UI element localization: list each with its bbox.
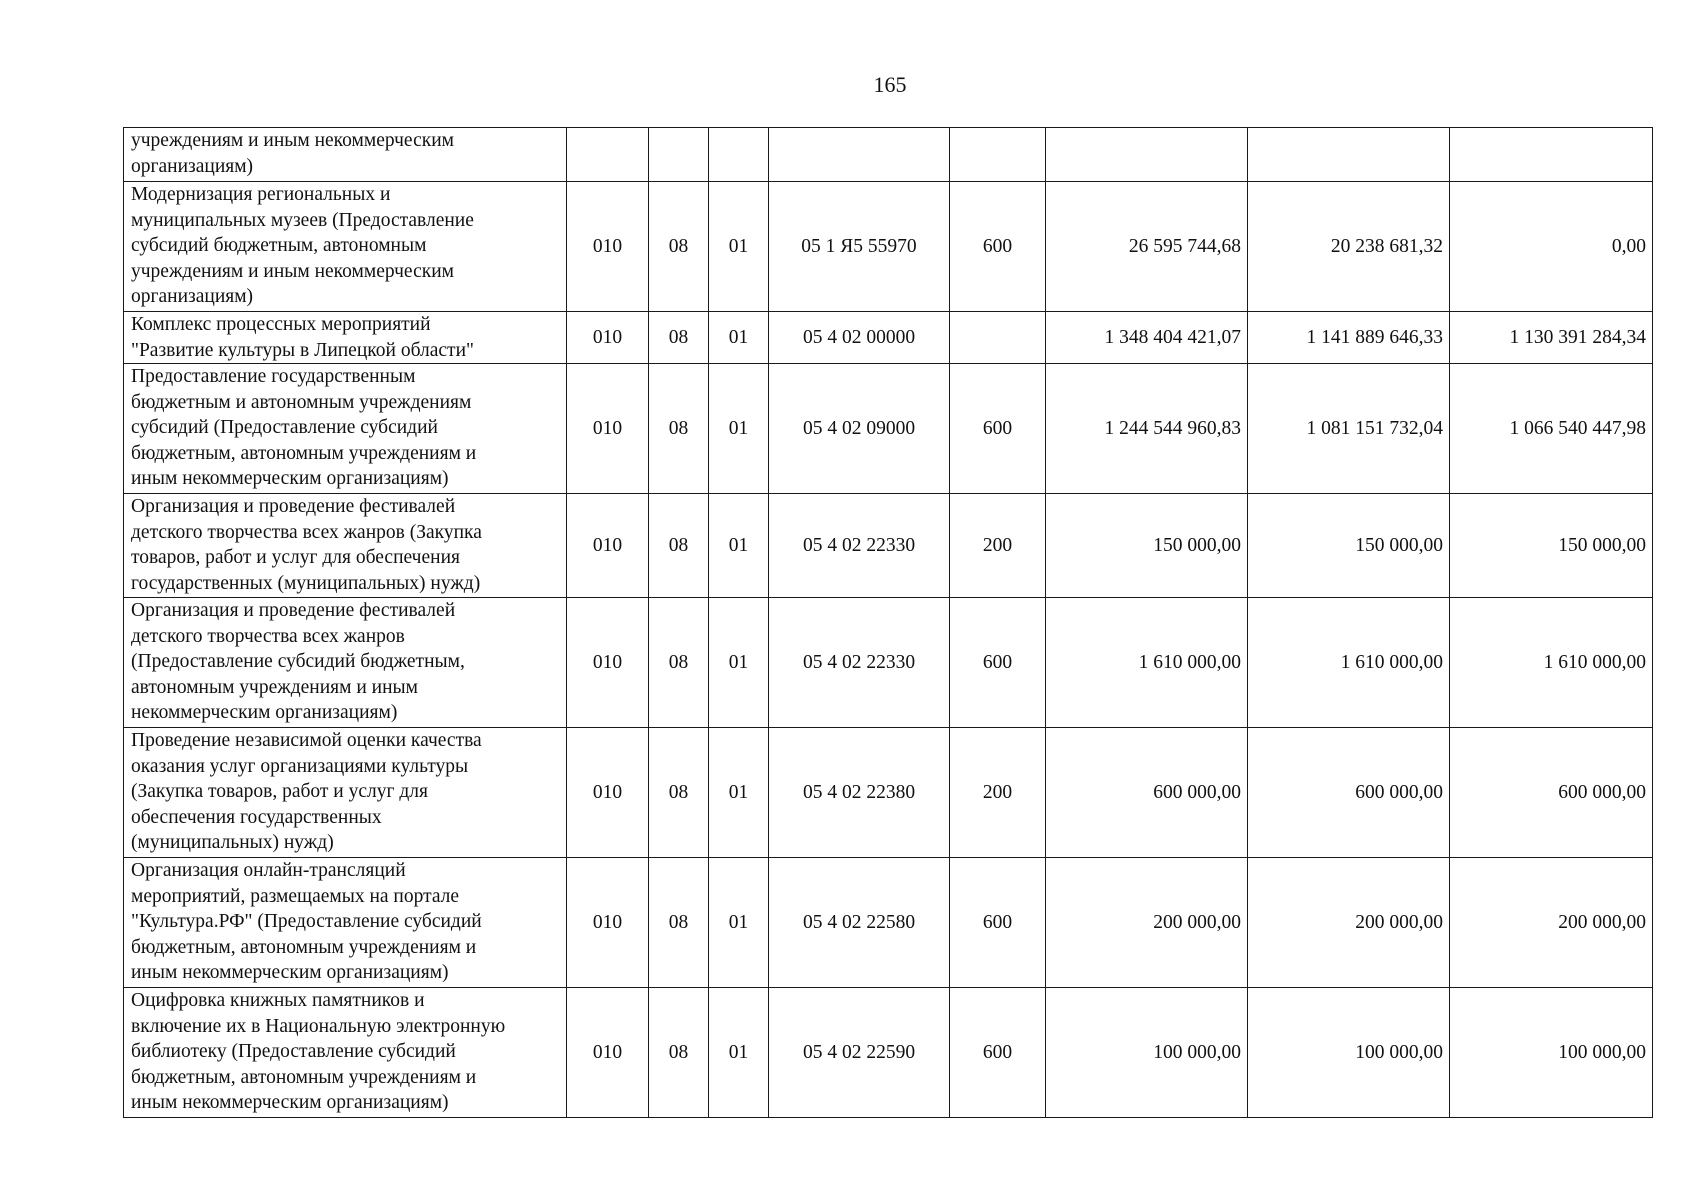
amount-year-3-cell: 100 000,00 — [1450, 988, 1653, 1118]
expense-name-cell: Комплекс процессных мероприятий "Развитие культуры в Липецкой области" — [124, 312, 567, 364]
table-row — [124, 364, 1653, 494]
amount-year-1-cell: 200 000,00 — [1046, 858, 1248, 988]
expense-type-cell: 600 — [950, 364, 1046, 494]
ministry-code-cell: 010 — [567, 728, 649, 858]
amount-year-2-cell: 1 610 000,00 — [1248, 598, 1450, 728]
amount-year-1-cell: 1 244 544 960,83 — [1046, 364, 1248, 494]
section-code-cell: 08 — [649, 598, 709, 728]
target-article-cell: 05 4 02 22330 — [769, 598, 950, 728]
table-row — [124, 598, 1653, 728]
expense-name-cell: учреждениям и иным некоммерческим организациям) — [124, 128, 567, 182]
subsection-code-cell: 01 — [709, 364, 769, 494]
expense-type-cell: 600 — [950, 598, 1046, 728]
ministry-code-cell: 010 — [567, 858, 649, 988]
expense-type-cell: 600 — [950, 858, 1046, 988]
amount-year-3-cell: 1 130 391 284,34 — [1450, 312, 1653, 364]
section-code-cell: 08 — [649, 312, 709, 364]
table-row — [124, 988, 1653, 1118]
amount-year-1-cell: 150 000,00 — [1046, 494, 1248, 598]
expense-name-cell: Модернизация региональных и муниципальных музеев (Предоставление субсидий бюджетным, автономным учреждениям и иным некоммерческим организациям) — [124, 182, 567, 312]
amount-year-3-cell: 1 610 000,00 — [1450, 598, 1653, 728]
amount-year-1-cell: 26 595 744,68 — [1046, 182, 1248, 312]
subsection-code-cell: 01 — [709, 988, 769, 1118]
target-article-cell: 05 1 Я5 55970 — [769, 182, 950, 312]
table-row — [124, 182, 1653, 312]
amount-year-2-cell: 1 081 151 732,04 — [1248, 364, 1450, 494]
target-article-cell: 05 4 02 09000 — [769, 364, 950, 494]
target-article-cell: 05 4 02 00000 — [769, 312, 950, 364]
subsection-code-cell: 01 — [709, 182, 769, 312]
target-article-cell: 05 4 02 22380 — [769, 728, 950, 858]
section-code-cell: 08 — [649, 182, 709, 312]
subsection-code-cell: 01 — [709, 494, 769, 598]
section-code-cell: 08 — [649, 364, 709, 494]
table-row — [124, 312, 1653, 364]
target-article-cell: 05 4 02 22330 — [769, 494, 950, 598]
expense-type-cell: 600 — [950, 182, 1046, 312]
amount-year-1-cell — [1046, 128, 1248, 182]
amount-year-1-cell: 1 610 000,00 — [1046, 598, 1248, 728]
ministry-code-cell: 010 — [567, 598, 649, 728]
amount-year-3-cell: 600 000,00 — [1450, 728, 1653, 858]
expense-type-cell — [950, 312, 1046, 364]
expense-name-cell: Организация и проведение фестивалей детского творчества всех жанров (Закупка товаров, работ и услуг для обеспечения государственных (муниципальных) нужд) — [124, 494, 567, 598]
amount-year-2-cell: 1 141 889 646,33 — [1248, 312, 1450, 364]
amount-year-3-cell: 200 000,00 — [1450, 858, 1653, 988]
ministry-code-cell: 010 — [567, 494, 649, 598]
ministry-code-cell: 010 — [567, 312, 649, 364]
section-code-cell: 08 — [649, 858, 709, 988]
expense-type-cell: 200 — [950, 494, 1046, 598]
amount-year-2-cell: 200 000,00 — [1248, 858, 1450, 988]
amount-year-3-cell: 0,00 — [1450, 182, 1653, 312]
subsection-code-cell: 01 — [709, 858, 769, 988]
target-article-cell: 05 4 02 22580 — [769, 858, 950, 988]
subsection-code-cell: 01 — [709, 598, 769, 728]
section-code-cell: 08 — [649, 494, 709, 598]
amount-year-2-cell: 600 000,00 — [1248, 728, 1450, 858]
amount-year-2-cell — [1248, 128, 1450, 182]
expense-type-cell: 600 — [950, 988, 1046, 1118]
ministry-code-cell — [567, 128, 649, 182]
subsection-code-cell: 01 — [709, 728, 769, 858]
expense-name-cell: Организация онлайн-трансляций мероприятий, размещаемых на портале "Культура.РФ" (Предоставление субсидий бюджетным, автономным учреждениям и иным некоммерческим организациям) — [124, 858, 567, 988]
ministry-code-cell: 010 — [567, 182, 649, 312]
amount-year-1-cell: 1 348 404 421,07 — [1046, 312, 1248, 364]
subsection-code-cell — [709, 128, 769, 182]
section-code-cell — [649, 128, 709, 182]
amount-year-1-cell: 100 000,00 — [1046, 988, 1248, 1118]
amount-year-3-cell: 150 000,00 — [1450, 494, 1653, 598]
table-row — [124, 128, 1653, 182]
amount-year-3-cell — [1450, 128, 1653, 182]
expense-name-cell: Проведение независимой оценки качества оказания услуг организациями культуры (Закупка товаров, работ и услуг для обеспечения государственных (муниципальных) нужд) — [124, 728, 567, 858]
section-code-cell: 08 — [649, 988, 709, 1118]
amount-year-2-cell: 150 000,00 — [1248, 494, 1450, 598]
target-article-cell — [769, 128, 950, 182]
amount-year-3-cell: 1 066 540 447,98 — [1450, 364, 1653, 494]
expense-type-cell: 200 — [950, 728, 1046, 858]
page-number: 165 — [873, 72, 907, 97]
amount-year-2-cell: 100 000,00 — [1248, 988, 1450, 1118]
subsection-code-cell: 01 — [709, 312, 769, 364]
budget-table — [123, 127, 1653, 1118]
table-row — [124, 728, 1653, 858]
amount-year-1-cell: 600 000,00 — [1046, 728, 1248, 858]
ministry-code-cell: 010 — [567, 364, 649, 494]
expense-name-cell: Предоставление государственным бюджетным и автономным учреждениям субсидий (Предоставление субсидий бюджетным, автономным учреждениям и иным некоммерческим организациям) — [124, 364, 567, 494]
table-row — [124, 494, 1653, 598]
section-code-cell: 08 — [649, 728, 709, 858]
ministry-code-cell: 010 — [567, 988, 649, 1118]
expense-type-cell — [950, 128, 1046, 182]
amount-year-2-cell: 20 238 681,32 — [1248, 182, 1450, 312]
expense-name-cell: Оцифровка книжных памятников и включение их в Национальную электронную библиотеку (Предоставление субсидий бюджетным, автономным учреждениям и иным некоммерческим организациям) — [124, 988, 567, 1118]
expense-name-cell: Организация и проведение фестивалей детского творчества всех жанров (Предоставление субсидий бюджетным, автономным учреждениям и иным некоммерческим организациям) — [124, 598, 567, 728]
table-row — [124, 858, 1653, 988]
target-article-cell: 05 4 02 22590 — [769, 988, 950, 1118]
